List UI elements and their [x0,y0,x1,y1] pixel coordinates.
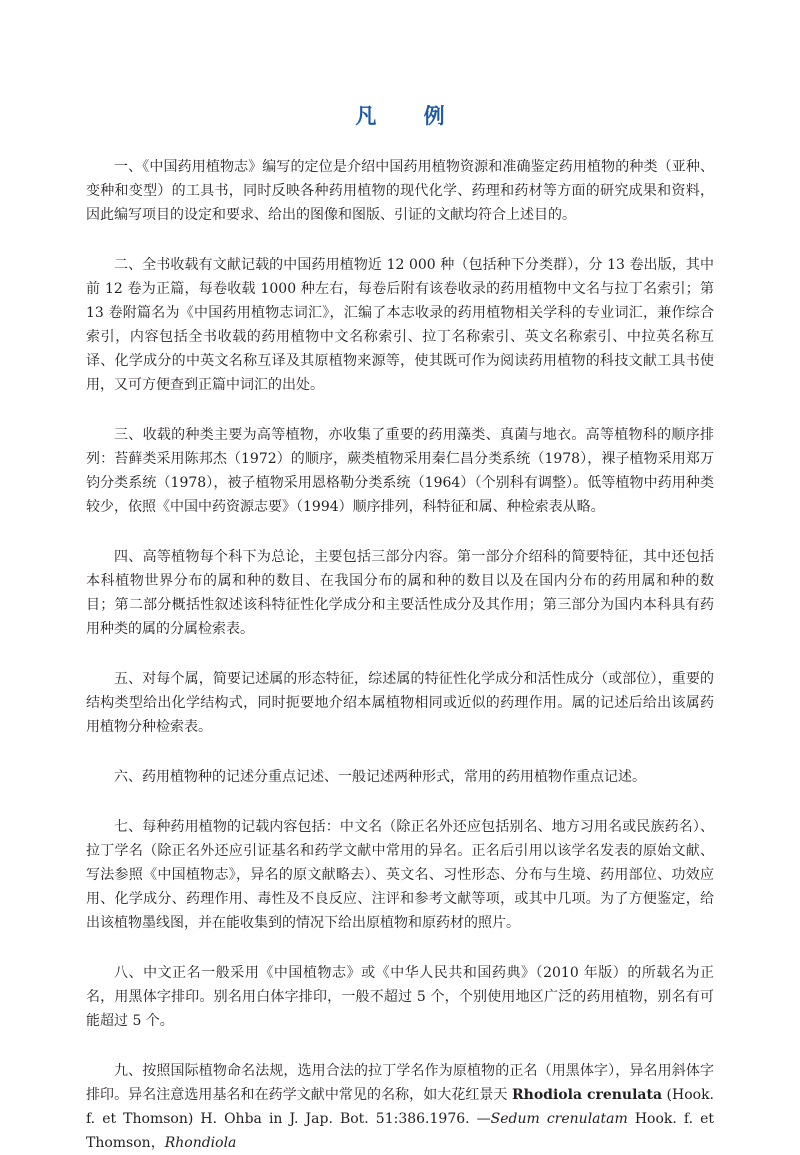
paragraph-5: 五、对每个属，简要记述属的形态特征，综述属的特征性化学成分和活性成分（或部位），重要的结构类型给出化学结构式，同时扼要地介绍本属植物相同或近似的药理作用。属的记述后给出该属药用植物分种检索表。 [86,671,714,735]
paragraph-7: 七、每种药用植物的记载内容包括：中文名（除正名外还应包括别名、地方习用名或民族药名）、拉丁学名（除正名外还应引证基名和药学文献中常用的异名。正名后引用以该学名发表的原始文献、写法参照《中国植物志》，异名的原文献略去）、英文名、习性形态、分布与生境、药用部位、功效应用、化学成分、药理作用、毒性及不良反应、注评和参考文献等项，或其中几项。为了方便鉴定，给出该植物墨线图，并在能收集到的情况下给出原植物和原药材的照片。 [86,819,714,931]
paragraph-9-text-a: 九、按照国际植物命名法规，选用合法的拉丁学名作为原植物的正名（用黑体字），异名用斜体字排印。异名注意选用基名和在药学文献中常见的名称，如大花红景天 [86,1063,714,1103]
accepted-latin-name: Rhodiola crenulata [512,1087,663,1103]
synonym-latin-name-2: Rhondiola [164,1135,237,1151]
paragraph-2: 二、全书收载有文献记载的中国药用植物近 12 000 种（包括种下分类群），分 13 卷出版，其中前 12 卷为正篇，每卷收载 1000 种左右，每卷后附有该卷收录的药用植物中文名与拉丁名索引；第 13 卷附篇名为《中国药用植物志词汇》，汇编了本志收录的药用植物相关学科的专业词汇，兼作综合索引，内容包括全书收载的药用植物中文名称索引、拉丁名称索引、英文名称索引、中拉英名称互译、化学成分的中英文名称互译及其原植物来源等，使其既可作为阅读药用植物的科技文献工具书使用，又可方便查到正篇中词汇的出处。 [86,257,714,393]
paragraph-9-text-c: Hook. f. et Thomson， [86,1111,714,1151]
paragraph-9 [86,1059,714,1155]
paragraph-1: 一、《中国药用植物志》编写的定位是介绍中国药用植物资源和准确鉴定药用植物的种类（亚种、变种和变型）的工具书，同时反映各种药用植物的现代化学、药理和药材等方面的研究成果和资料，因此编写项目的设定和要求、给出的图像和图版、引证的文献均符合上述目的。 [86,159,714,223]
paragraph-8: 八、中文正名一般采用《中国植物志》或《中华人民共和国药典》（2010 年版）的所载名为正名，用黑体字排印。别名用白体字排印，一般不超过 5 个，个别使用地区广泛的药用植物，别名有可能超过 5 个。 [86,965,714,1029]
page-title: 凡 例 [355,104,465,128]
paragraph-4: 四、高等植物每个科下为总论，主要包括三部分内容。第一部分介绍科的简要特征，其中还包括本科植物世界分布的属和种的数目、在我国分布的属和种的数目以及在国内分布的药用属和种的数目；第二部分概括性叙述该科特征性化学成分和主要活性成分及其作用；第三部分为国内本科具有药用种类的属的分属检索表。 [86,549,714,637]
content [86,155,714,1155]
paragraph-9-text-b: (Hook. f. et Thomson) H. Ohba in J. Jap. Bot. 51:386.1976. — [86,1087,715,1127]
synonym-latin-name-1: Sedum crenulatam [490,1111,628,1127]
paragraph-3: 三、收载的种类主要为高等植物，亦收集了重要的药用藻类、真菌与地衣。高等植物科的顺序排列：苔藓类采用陈邦杰（1972）的顺序，蕨类植物采用秦仁昌分类系统（1978），裸子植物采用郑万钧分类系统（1978），被子植物采用恩格勒分类系统（1964）（个别科有调整）。低等植物中药用种类较少，依照《中国中药资源志要》（1994）顺序排列，科特征和属、种检索表从略。 [86,427,714,515]
paragraph-6: 六、药用植物种的记述分重点记述、一般记述两种形式，常用的药用植物作重点记述。 [114,769,646,785]
